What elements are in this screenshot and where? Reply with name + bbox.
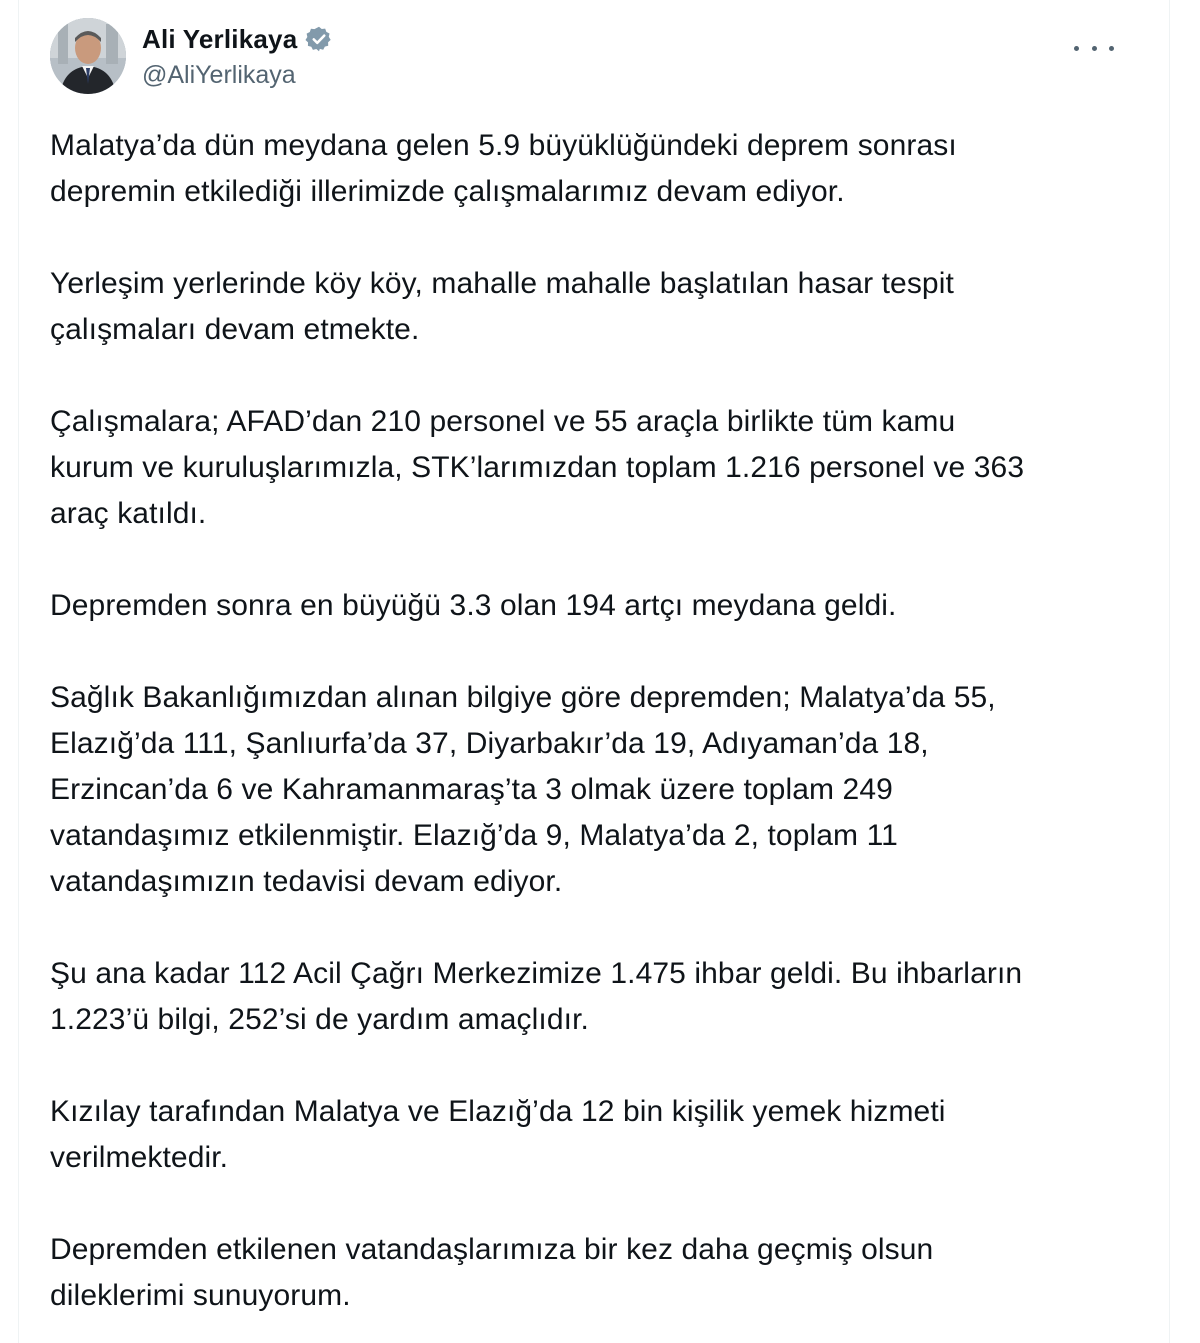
verified-badge-icon [305,25,333,53]
profile-photo [50,18,126,94]
tweet-paragraph: Şu ana kadar 112 Acil Çağrı Merkezimize 1.475 ihbar geldi. Bu ihbarların 1.223’ü bilgi, 252’si de yardım amaçlıdır. [50,957,1023,1036]
tweet-paragraph: Malatya’da dün meydana gelen 5.9 büyüklüğündeki deprem sonrası depremin etkilediği illerimizde çalışmalarımız devam ediyor. [50,129,957,208]
tweet-text [50,123,1150,1343]
tweet-paragraph: Depremden etkilenen vatandaşlarımıza bir kez daha geçmiş olsun dileklerimi sunuyorum. [50,1233,934,1312]
author-block [142,22,333,90]
tweet-paragraph: Sağlık Bakanlığımızdan alınan bilgiye göre depremden; Malatya’da 55, Elazığ’da 111, Şanlıurfa’da 37, Diyarbakır’da 19, Adıyaman’da 18, Erzincan’da 6 ve Kahramanmaraş’ta 3 olmak üzere toplam 249 vatandaşımız etkilenmiştir. Elazığ’da 9, Malatya’da 2, toplam 11 vatandaşımızın tedavisi devam ediyor. [50,681,996,898]
avatar[interactable] [50,18,126,94]
tweet-paragraph: Kızılay tarafından Malatya ve Elazığ’da 12 bin kişilik yemek hizmeti verilmektedir. [50,1095,946,1174]
tweet-paragraph: Çalışmalara; AFAD’dan 210 personel ve 55 araçla birlikte tüm kamu kurum ve kuruluşlarımızla, STK’larımızdan toplam 1.216 personel ve 363 araç katıldı. [50,405,1025,530]
display-name[interactable]: Ali Yerlikaya [142,23,298,54]
tweet-paragraph: Yerleşim yerlerinde köy köy, mahalle mahalle başlatılan hasar tespit çalışmaları devam etmekte. [50,267,954,346]
more-options-icon[interactable] [1074,38,1114,58]
display-name-row [142,22,333,56]
tweet-paragraph: Depremden sonra en büyüğü 3.3 olan 194 artçı meydana geldi. [50,589,897,622]
user-handle[interactable]: @AliYerlikaya [142,61,296,89]
tweet-header [50,18,1150,98]
